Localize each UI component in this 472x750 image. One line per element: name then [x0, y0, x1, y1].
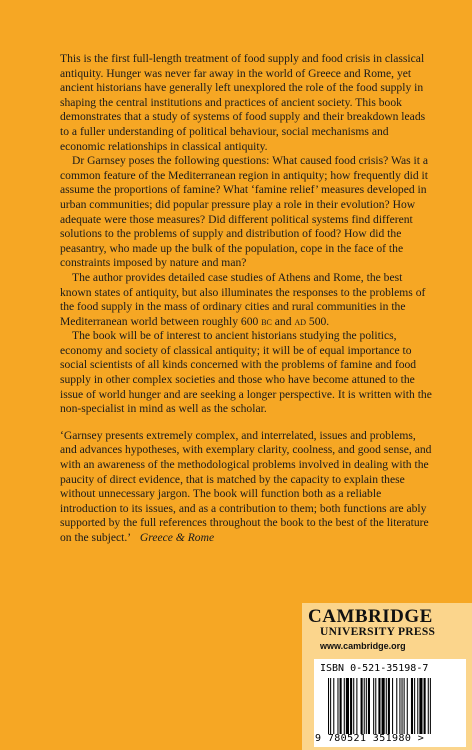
blurb-paragraph-4: The book will be of interest to ancient historians studying the politics, economy and society of classical antiquity; it will be of equal importance to social scientists of all kinds concerned with the problems of famine and food supply in other complex societies and those who have become attuned to the issue of world hunger and are seeking a longer perspective. It is written with the non-specialist in mind as well as the scholar.: [60, 329, 432, 416]
blurb-paragraph-3-and: and: [271, 314, 295, 328]
barcode-box: [314, 659, 466, 747]
blurb-paragraph-1: This is the first full-length treatment of food supply and food crisis in classical antiquity. Hunger was never far away in the world of Greece and Rome, yet ancient historians have generally left unexplored the role of the food supply in shaping the central institutions and practices of ancient society. This book demonstrates that a study of systems of food supply and their breakdown leads to a fuller understanding of political behaviour, social mechanisms and economic relationships in classical antiquity.: [60, 52, 426, 153]
publisher-panel: [302, 603, 472, 750]
publisher-logo-name: CAMBRIDGE: [308, 606, 433, 627]
blurb-paragraph-3-text: The author provides detailed case studies of Athens and Rome, the best known states of antiquity, but also illuminates the responses to the problems of the food supply in the mass of ordinary cities and rural communities in the Mediterranean world between roughly 600: [60, 270, 426, 328]
blurb-paragraph-2: Dr Garnsey poses the following questions: What caused food crisis? Was it a common feature of the Mediterranean region in antiquity; how frequently did it assume the proportions of famine? What ‘famine relief’ measures developed in urban communities; did popular pressure play a role in their evolution? How adequate were those measures? Did different political systems find different solutions to the problems of supply and distribution of food? How did the peasantry, who made up the bulk of the population, cope in the face of the constraints imposed by nature and man?: [60, 154, 429, 270]
publisher-press: UNIVERSITY PRESS: [320, 626, 436, 638]
barcode-icon: [328, 678, 464, 734]
barcode-digits: 9 780521 351980 >: [315, 733, 425, 744]
blurb-text: [60, 52, 432, 546]
publisher-url: www.cambridge.org: [320, 641, 406, 651]
era-bc: bc: [261, 314, 272, 328]
review-source: Greece & Rome: [139, 531, 215, 544]
isbn-label: ISBN 0-521-35198-7: [320, 663, 429, 674]
review-quote: [60, 429, 432, 546]
blurb-paragraph-3-end: 500.: [306, 314, 330, 328]
era-ad: ad: [294, 314, 306, 328]
blurb-paragraph-3: [60, 271, 432, 329]
review-text: ‘Garnsey presents extremely complex, and interrelated, issues and problems, and advances hypotheses, with exemplary clarity, coolness, and good sense, and with an awareness of the methodological problems involved in dealing with the paucity of direct evidence, that is matched by the capacity to explain these without unnecessary jargon. The book will function both as a reliable introduction to its issues, and as a contribution to them; both functions are ably supported by the full references throughout the book to the best of the literature on the subject.’: [60, 428, 432, 544]
